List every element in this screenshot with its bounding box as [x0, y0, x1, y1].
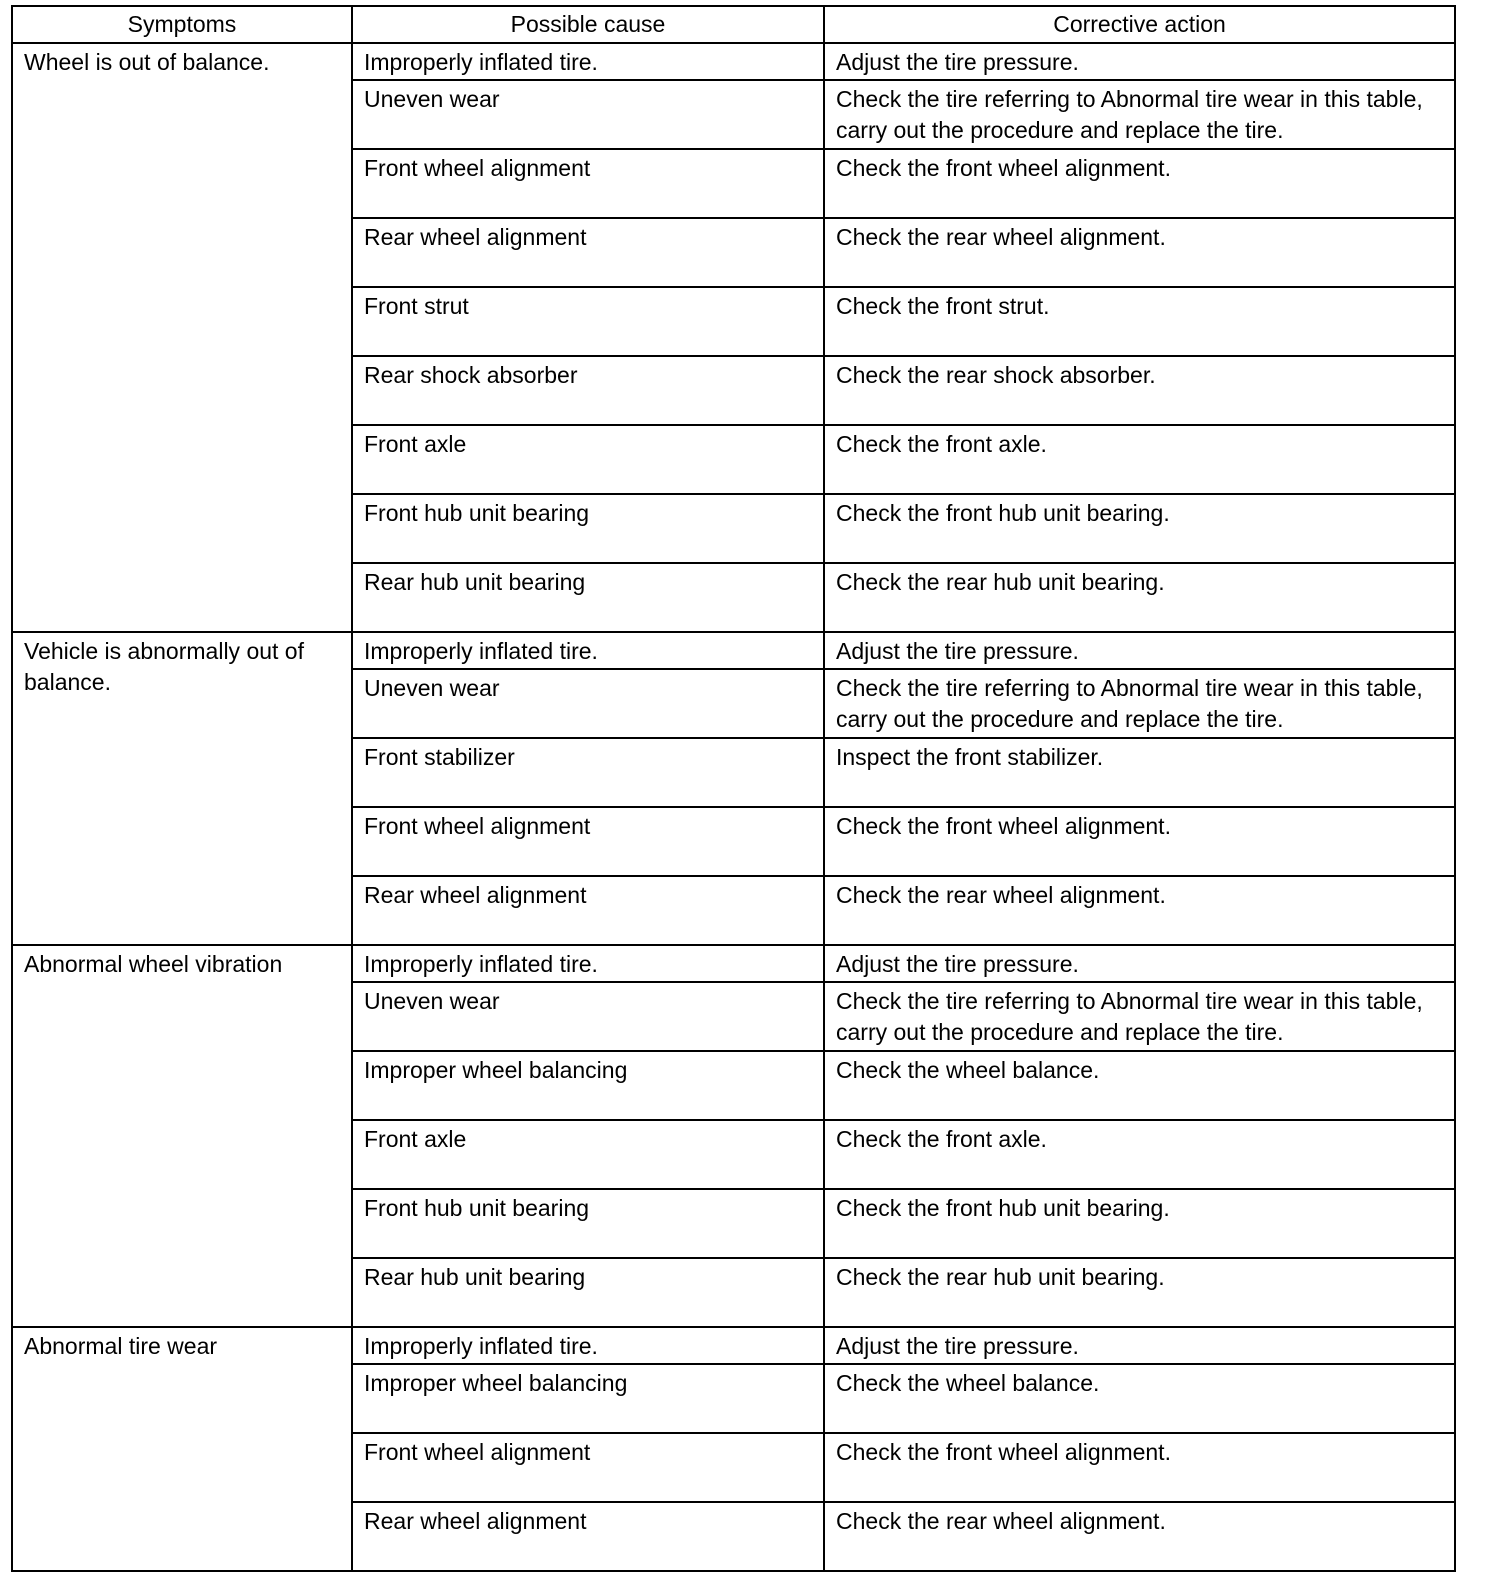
action-cell: Check the front axle. — [824, 425, 1455, 494]
cause-cell: Improperly inflated tire. — [352, 945, 824, 982]
troubleshooting-table — [11, 5, 1456, 1572]
cause-cell: Rear hub unit bearing — [352, 563, 824, 632]
cause-cell: Rear shock absorber — [352, 356, 824, 425]
cause-cell: Uneven wear — [352, 669, 824, 738]
cause-cell: Rear wheel alignment — [352, 1502, 824, 1571]
action-cell: Check the rear wheel alignment. — [824, 1502, 1455, 1571]
action-cell: Check the rear shock absorber. — [824, 356, 1455, 425]
cause-cell: Improperly inflated tire. — [352, 43, 824, 80]
action-cell: Check the front wheel alignment. — [824, 149, 1455, 218]
table-row — [12, 632, 1455, 669]
header-symptoms: Symptoms — [12, 6, 352, 43]
action-cell: Check the wheel balance. — [824, 1051, 1455, 1120]
cause-cell: Improper wheel balancing — [352, 1364, 824, 1433]
action-cell: Check the front hub unit bearing. — [824, 494, 1455, 563]
cause-cell: Front axle — [352, 425, 824, 494]
symptom-cell: Abnormal tire wear — [12, 1327, 352, 1571]
symptom-cell: Wheel is out of balance. — [12, 43, 352, 632]
cause-cell: Front axle — [352, 1120, 824, 1189]
cause-cell: Front wheel alignment — [352, 1433, 824, 1502]
action-cell: Check the front wheel alignment. — [824, 807, 1455, 876]
cause-cell: Rear hub unit bearing — [352, 1258, 824, 1327]
action-cell: Check the rear wheel alignment. — [824, 876, 1455, 945]
action-cell: Inspect the front stabilizer. — [824, 738, 1455, 807]
cause-cell: Uneven wear — [352, 982, 824, 1051]
header-row — [12, 6, 1455, 43]
symptom-cell: Vehicle is abnormally out of balance. — [12, 632, 352, 945]
action-cell: Adjust the tire pressure. — [824, 43, 1455, 80]
cause-cell: Improper wheel balancing — [352, 1051, 824, 1120]
action-cell: Check the rear hub unit bearing. — [824, 563, 1455, 632]
cause-cell: Front stabilizer — [352, 738, 824, 807]
cause-cell: Front hub unit bearing — [352, 494, 824, 563]
cause-cell: Uneven wear — [352, 80, 824, 149]
action-cell: Check the rear hub unit bearing. — [824, 1258, 1455, 1327]
action-cell: Check the tire referring to Abnormal tire wear in this table, carry out the procedure and replace the tire. — [824, 669, 1455, 738]
action-cell: Check the wheel balance. — [824, 1364, 1455, 1433]
action-cell: Check the tire referring to Abnormal tire wear in this table, carry out the procedure and replace the tire. — [824, 80, 1455, 149]
cause-cell: Improperly inflated tire. — [352, 1327, 824, 1364]
cause-cell: Improperly inflated tire. — [352, 632, 824, 669]
cause-cell: Rear wheel alignment — [352, 876, 824, 945]
action-cell: Adjust the tire pressure. — [824, 632, 1455, 669]
table-row — [12, 945, 1455, 982]
cause-cell: Front hub unit bearing — [352, 1189, 824, 1258]
action-cell: Adjust the tire pressure. — [824, 945, 1455, 982]
action-cell: Check the front strut. — [824, 287, 1455, 356]
action-cell: Check the rear wheel alignment. — [824, 218, 1455, 287]
header-possible-cause: Possible cause — [352, 6, 824, 43]
cause-cell: Rear wheel alignment — [352, 218, 824, 287]
action-cell: Check the front hub unit bearing. — [824, 1189, 1455, 1258]
action-cell: Adjust the tire pressure. — [824, 1327, 1455, 1364]
symptom-cell: Abnormal wheel vibration — [12, 945, 352, 1327]
cause-cell: Front wheel alignment — [352, 807, 824, 876]
table-row — [12, 43, 1455, 80]
action-cell: Check the tire referring to Abnormal tire wear in this table, carry out the procedure and replace the tire. — [824, 982, 1455, 1051]
header-corrective-action: Corrective action — [824, 6, 1455, 43]
cause-cell: Front wheel alignment — [352, 149, 824, 218]
cause-cell: Front strut — [352, 287, 824, 356]
table-row — [12, 1327, 1455, 1364]
action-cell: Check the front axle. — [824, 1120, 1455, 1189]
action-cell: Check the front wheel alignment. — [824, 1433, 1455, 1502]
